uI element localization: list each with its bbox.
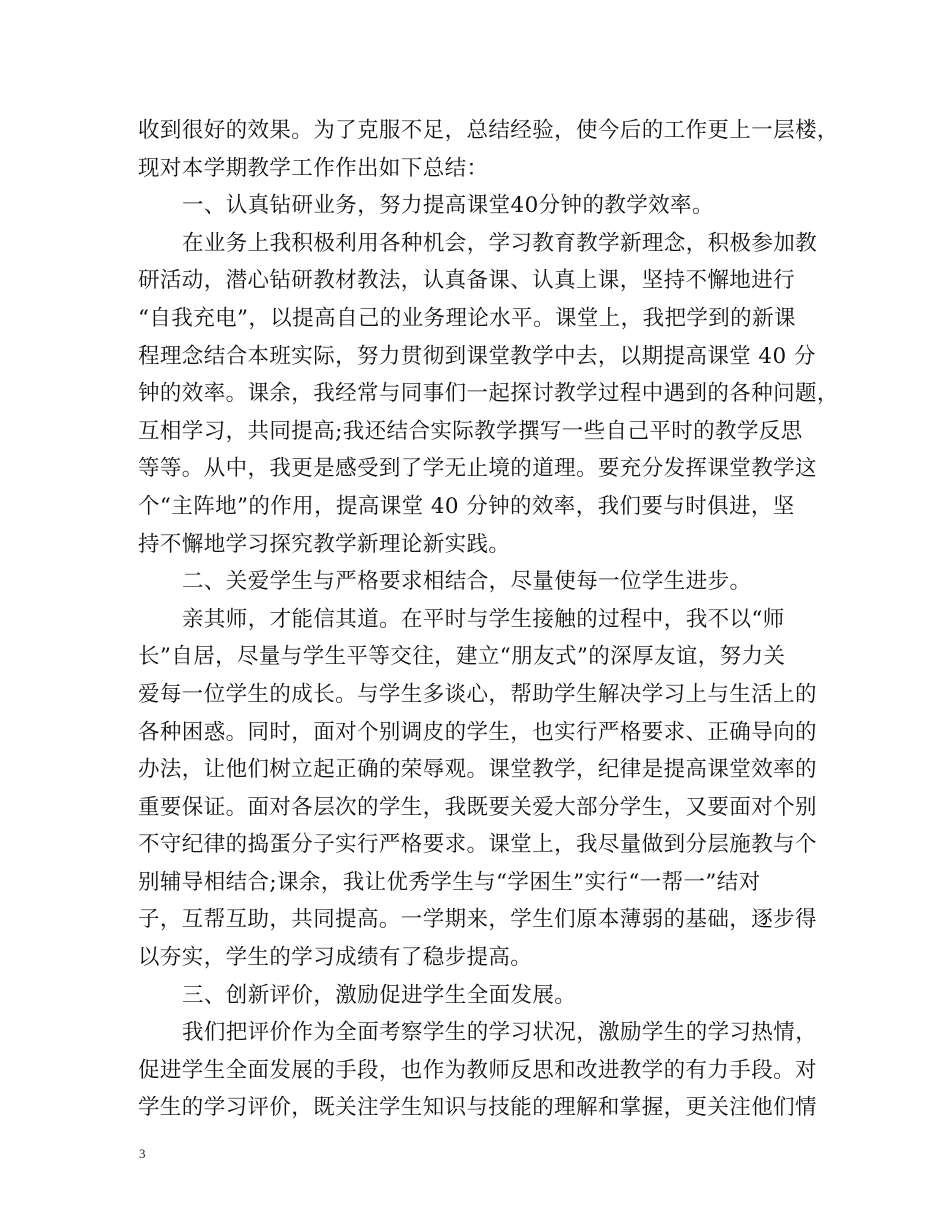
- text-line: “自我充电”，以提高自己的业务理论水平。课堂上，我把学到的新课: [138, 305, 796, 331]
- text-line: 我们把评价作为全面考察学生的学习状况，激励学生的学习热情，: [182, 1020, 818, 1046]
- text-line: 互相学习，共同提高;我还结合实际教学撰写一些自己平时的教学反思: [138, 418, 803, 444]
- text-line: 子，互帮互助，共同提高。一学期来，学生们原本薄弱的基础，逐步得: [138, 907, 817, 933]
- text-line: 学生的学习评价，既关注学生知识与技能的理解和掌握，更关注他们情: [138, 1095, 817, 1121]
- text-line: 一、认真钻研业务，努力提高课堂40分钟的教学效率。: [182, 193, 714, 219]
- text-line: 以夯实，学生的学习成绩有了稳步提高。: [138, 945, 533, 971]
- text-line: 在业务上我积极利用各种机会，学习教育教学新理念，积极参加教: [182, 230, 818, 256]
- text-line: 现对本学期教学工作作出如下总结：: [138, 155, 489, 181]
- text-line: 研活动，潜心钻研教材教法，认真备课、认真上课，坚持不懈地进行: [138, 268, 796, 294]
- text-line: 收到很好的效果。为了克服不足，总结经验，使今后的工作更上一层楼，: [138, 118, 839, 143]
- text-line: 爱每一位学生的成长。与学生多谈心，帮助学生解决学习上与生活上的: [138, 681, 817, 707]
- document-body: [138, 112, 839, 1127]
- text-line: 亲其师，才能信其道。在平时与学生接触的过程中，我不以“师: [182, 606, 785, 632]
- text-line: 三、创新评价，激励促进学生全面发展。: [182, 982, 577, 1008]
- text-line: 程理念结合本班实际，努力贯彻到课堂教学中去，以期提高课堂 40 分: [138, 343, 816, 369]
- text-line: 不守纪律的捣蛋分子实行严格要求。课堂上，我尽量做到分层施教与个: [138, 832, 817, 858]
- text-line: 长”自居，尽量与学生平等交往，建立“朋友式”的深厚友谊，努力关: [138, 644, 786, 670]
- text-line: 二、关爱学生与严格要求相结合，尽量使每一位学生进步。: [182, 569, 752, 595]
- text-line: 个“主阵地”的作用，提高课堂 40 分钟的效率，我们要与时俱进，坚: [138, 493, 795, 519]
- text-line: 钟的效率。课余，我经常与同事们一起探讨教学过程中遇到的各种问题，: [138, 381, 839, 407]
- text-line: 等等。从中，我更是感受到了学无止境的道理。要充分发挥课堂教学这: [138, 456, 817, 482]
- text-line: 促进学生全面发展的手段，也作为教师反思和改进教学的有力手段。对: [138, 1057, 817, 1083]
- text-line: 持不懈地学习探究教学新理论新实践。: [138, 531, 511, 557]
- page-number: 3: [139, 1146, 146, 1161]
- text-line: 别辅导相结合;课余，我让优秀学生与“学困生”实行“一帮一”结对: [138, 869, 761, 895]
- text-line: 各种困惑。同时，面对个别调皮的学生，也实行严格要求、正确导向的: [138, 719, 817, 745]
- text-line: 重要保证。面对各层次的学生，我既要关爱大部分学生，又要面对个别: [138, 794, 817, 820]
- text-line: 办法，让他们树立起正确的荣辱观。课堂教学，纪律是提高课堂效率的: [138, 757, 817, 783]
